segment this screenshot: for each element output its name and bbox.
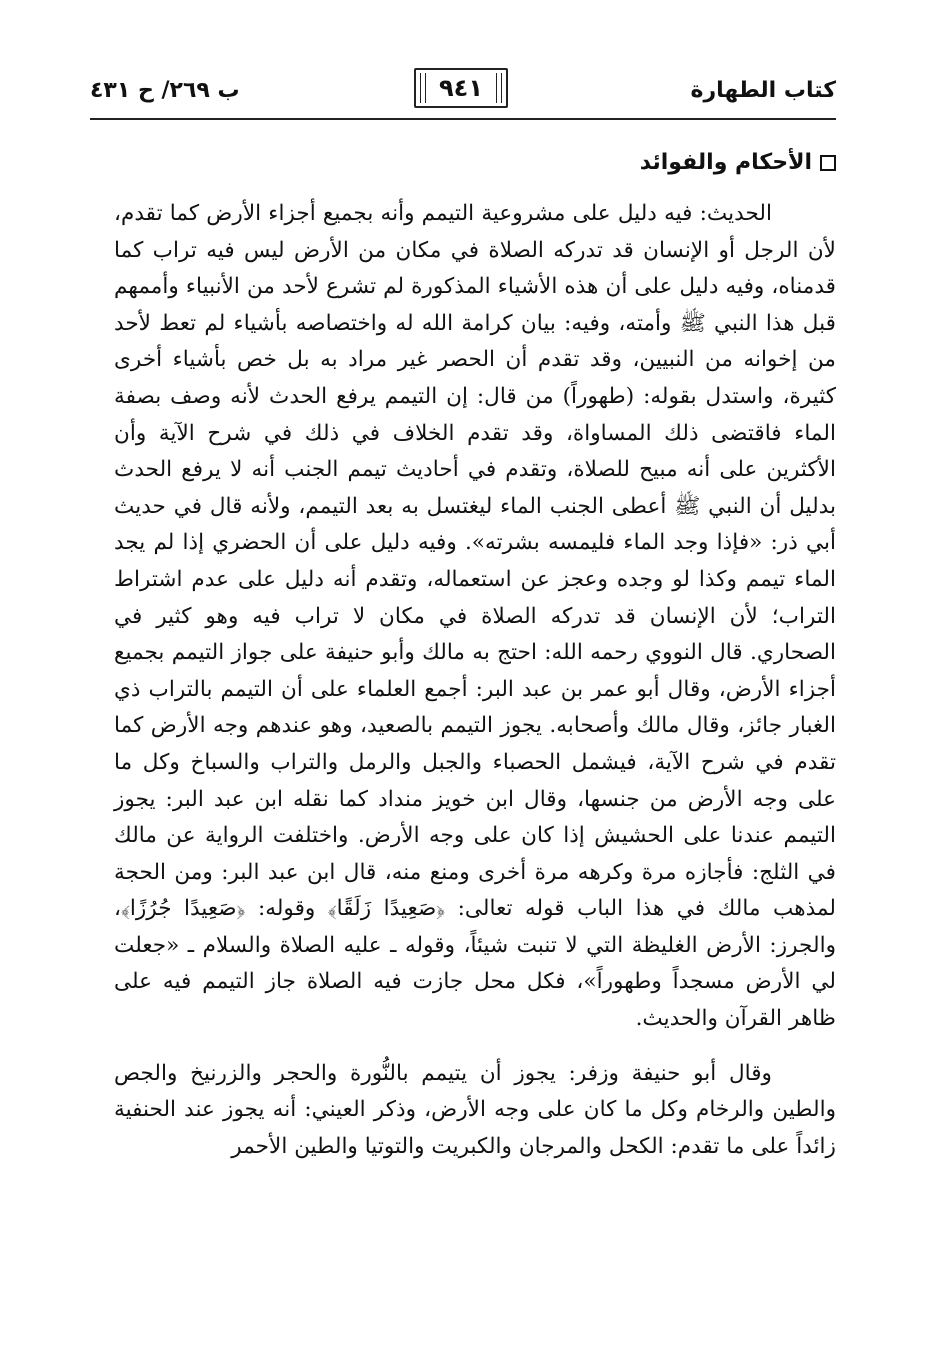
header-divider xyxy=(90,118,836,120)
section-heading-text: الأحكام والفوائد xyxy=(639,150,812,175)
chapter-hadith-reference: ب ٢٦٩/ ح ٤٣١ xyxy=(90,78,240,103)
page-number-frame xyxy=(414,68,508,108)
page-number: ٩٤١ xyxy=(439,74,483,102)
book-title: كتاب الطهارة xyxy=(690,78,836,103)
page-header xyxy=(90,68,836,114)
paragraph: الحديث: فيه دليل على مشروعية التيمم وأنه بجميع أجزاء الأرض كما تقدم، لأن الرجل أو الإنسان قد تدركه الصلاة في مكان من الأرض ليس فيه تراب كما قدمناه، وفيه دليل على أن هذه الأشياء المذكورة لم تشرع لأحد من الأنبياء وأممهم قبل هذا النبي ﷺ وأمته، وفيه: بيان كرامة الله له واختصاصه بأشياء لم تعط لأحد من إخوانه من النبيين، وقد تقدم أن الحصر غير مراد به بل خص بأشياء أخرى كثيرة، واستدل بقوله: (طهوراً) من قال: إن التيمم يرفع الحدث لأنه وصف بصفة الماء فاقتضى ذلك المساواة، وقد تقدم الخلاف في ذلك في شرح الآية وأن الأكثرين على أنه مبيح للصلاة، وتقدم في أحاديث تيمم الجنب أنه لا يرفع الحدث بدليل أن النبي ﷺ أعطى الجنب الماء ليغتسل به بعد التيمم، ولأنه قال في حديث أبي ذر: «فإذا وجد الماء فليمسه بشرته». وفيه دليل على أن الحضري إذا لم يجد الماء تيمم وكذا لو وجده وعجز عن استعماله، وتقدم أنه دليل على عدم اشتراط التراب؛ لأن الإنسان قد تدركه الصلاة في مكان لا تراب فيه وهو كثير في الصحاري. قال النووي رحمه الله: احتج به مالك وأبو حنيفة على جواز التيمم بجميع أجزاء الأرض، وقال أبو عمر بن عبد البر: أجمع العلماء على أن التيمم بالتراب ذي الغبار جائز، وقال مالك وأصحابه. يجوز التيمم بالصعيد، وهو عندهم وجه الأرض كما تقدم في شرح الآية، فيشمل الحصباء والجبل والرمل والتراب والسباخ وكل ما على وجه الأرض من جنسها، وقال ابن خويز منداد كما نقله ابن عبد البر: يجوز التيمم عندنا على الحشيش إذا كان على وجه الأرض. واختلفت الرواية عن مالك في الثلج: فأجازه مرة وكرهه مرة أخرى ومنع منه، قال ابن عبد البر: ومن الحجة لمذهب مالك في هذا الباب قوله تعالى: ﴿صَعِيدًا زَلَقًا﴾ وقوله: ﴿صَعِيدًا جُرُزًا﴾، والجرز: الأرض الغليظة التي لا تنبت شيئاً، وقوله ـ عليه الصلاة والسلام ـ «جعلت لي الأرض مسجداً وطهوراً»، فكل محل جازت فيه الصلاة جاز التيمم فيه على ظاهر القرآن والحديث. xyxy=(114,201,836,1032)
body-text xyxy=(114,196,836,1165)
paragraph: وقال أبو حنيفة وزفر: يجوز أن يتيمم بالنُّورة والحجر والزرنيخ والجص والطين والرخام وكل ما كان على وجه الأرض، وذكر العيني: أنه يجوز عند الحنفية زائداً على ما تقدم: الكحل والمرجان والكبريت والتوتيا والطين الأحمر xyxy=(114,1060,836,1159)
section-heading xyxy=(640,150,836,175)
square-bullet-icon xyxy=(820,155,836,171)
